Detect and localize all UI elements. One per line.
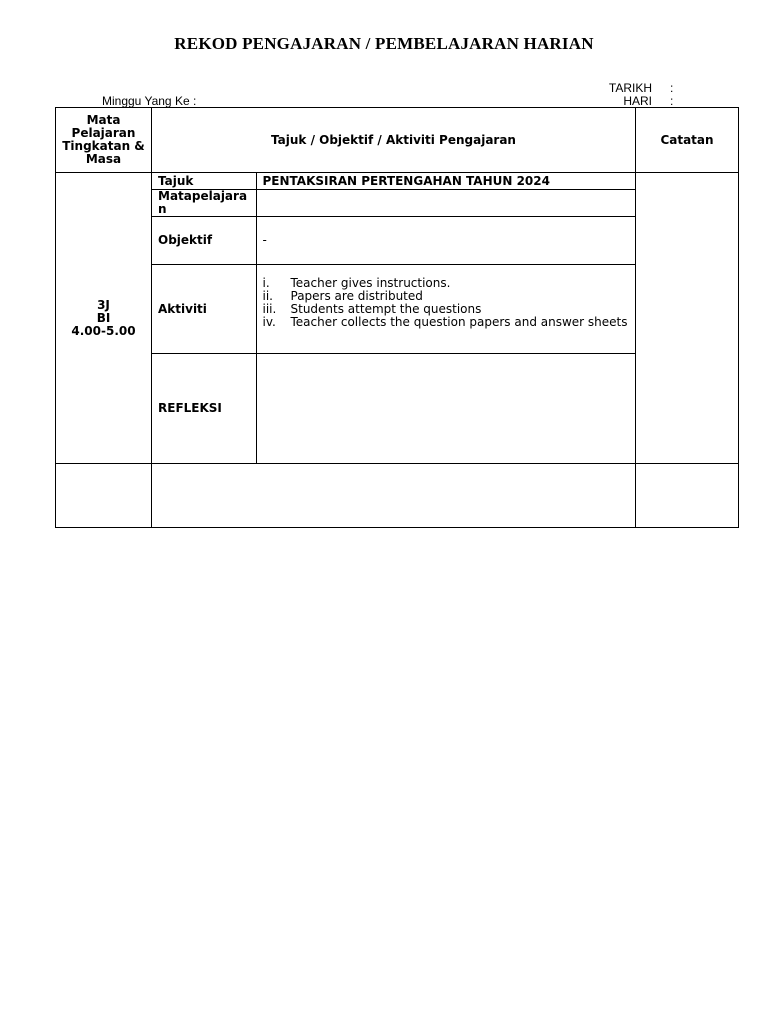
aktiviti-label: Aktiviti: [152, 264, 256, 353]
matapelajaran-label-line2: n: [158, 201, 167, 216]
empty-cell-2: [152, 464, 636, 528]
empty-cell-1: [56, 464, 152, 528]
page-title: REKOD PENGAJARAN / PEMBELAJARAN HARIAN: [174, 34, 594, 53]
hari-colon: :: [670, 94, 674, 108]
matapelajaran-label-line1: Matapelajara: [158, 188, 248, 203]
list-item: [263, 290, 630, 303]
list-item-text: Students attempt the questions: [290, 301, 482, 316]
header-catatan: Catatan: [636, 108, 739, 173]
list-item-text: Papers are distributed: [290, 288, 423, 303]
details-cell: [152, 173, 636, 464]
empty-cell-3: [636, 464, 739, 528]
lesson-record-table: [55, 107, 739, 528]
header-col1-line4: Masa: [85, 152, 122, 166]
list-item-number: ii.: [262, 288, 273, 303]
aktiviti-value: [256, 264, 635, 353]
class-time: 4.00-5.00: [71, 323, 136, 338]
list-item-number: iv.: [262, 314, 276, 329]
class-info-cell: [56, 173, 152, 464]
tarikh-label: TARIKH: [608, 81, 652, 95]
class-subject: BI: [96, 310, 111, 325]
header-subject-class-time: [56, 108, 152, 173]
tajuk-row: [152, 173, 635, 189]
list-item: [263, 277, 630, 290]
refleksi-row: [152, 353, 635, 463]
refleksi-value: [256, 353, 635, 463]
objektif-value: -: [256, 216, 635, 264]
refleksi-label: REFLEKSI: [152, 353, 256, 463]
list-item-number: iii.: [262, 301, 277, 316]
header-col1-line2: Pelajaran: [71, 126, 136, 140]
class-form: 3J: [97, 297, 110, 312]
date-day-block: [596, 82, 673, 108]
lesson-row: [56, 173, 739, 464]
matapelajaran-label: [152, 189, 256, 216]
tarikh-colon: :: [670, 81, 674, 95]
aktiviti-row: [152, 264, 635, 353]
tajuk-label: Tajuk: [152, 173, 256, 189]
header-col1-line1: Mata: [86, 113, 121, 127]
activity-list: [263, 277, 630, 329]
header-col1-line3: Tingkatan &: [62, 139, 145, 153]
list-item-number: i.: [262, 275, 270, 290]
details-table: [152, 173, 635, 463]
hari-label: HARI: [623, 94, 652, 108]
catatan-cell: [636, 173, 739, 464]
matapelajaran-value: [256, 189, 635, 216]
header-topic-objective-activity: Tajuk / Objektif / Aktiviti Pengajaran: [152, 108, 636, 173]
list-item-text: Teacher collects the question papers and answer sheets: [290, 314, 628, 329]
matapelajaran-row: [152, 189, 635, 216]
header-row: [56, 108, 739, 173]
empty-row: [56, 464, 739, 528]
list-item: [263, 316, 630, 329]
objektif-row: [152, 216, 635, 264]
list-item-text: Teacher gives instructions.: [290, 275, 451, 290]
tajuk-value: PENTAKSIRAN PERTENGAHAN TAHUN 2024: [256, 173, 635, 189]
objektif-label: Objektif: [152, 216, 256, 264]
minggu-label: Minggu Yang Ke :: [102, 94, 197, 108]
list-item: [263, 303, 630, 316]
